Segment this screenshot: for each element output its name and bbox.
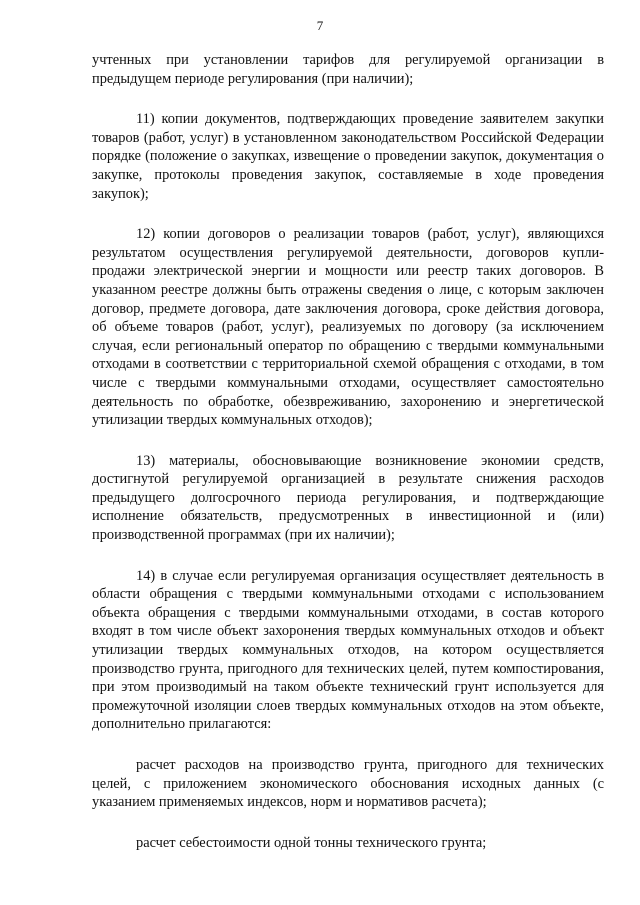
paragraph-item-11: 11) копии документов, подтверждающих проведение заявителем закупки товаров (работ, услуг) в установленном законодательством Российской Федерации порядке (положение о закупках, извещение о проведении закупок, документация о закупке, протоколы проведения закупок, составляемые в ходе проведения закупок); (92, 111, 604, 202)
paragraph-subitem-1: расчет расходов на производство грунта, пригодного для технических целей, с приложением экономического обоснования исходных данных (с указанием применяемых индексов, норм и нормативов расчета); (92, 757, 604, 811)
document-body (92, 51, 604, 852)
paragraph-item-12: 12) копии договоров о реализации товаров (работ, услуг), являющихся результатом осуществления регулируемой деятельности, договоров купли-продажи электрической энергии и мощности или реестр таких договоров. В указанном реестре должны быть отражены сведения о лице, с которым заключен договор, предмете договора, дате заключения договора, сроке действия договора, об объеме товаров (работ, услуг), реализуемых по договору (за исключением случая, если региональный оператор по обращению с твердыми коммунальными отходами в соответствии с территориальной схемой обращения с отходами, в том числе с твердыми коммунальными отходами, осуществляет самостоятельно деятельность по обработке, обезвреживанию, захоронению и энергетической утилизации твердых коммунальных отходов); (92, 226, 604, 429)
paragraph-subitem-2: расчет себестоимости одной тонны технического грунта; (136, 834, 487, 851)
paragraph-item-13: 13) материалы, обосновывающие возникновение экономии средств, достигнутой регулируемой организацией в результате снижения расходов предыдущего долгосрочного периода регулирования, и подтверждающие исполнение обязательств, предусмотренных в инвестиционной и (или) производственной программах (при их наличии); (92, 452, 604, 544)
paragraph-item-14: 14) в случае если регулируемая организация осуществляет деятельность в области обращения с твердыми коммунальными отходами с использованием объекта обращения с твердыми коммунальными отходами, в состав которого входят в том числе объект захоронения твердых коммунальных отходов и объект утилизации твердых коммунальных отходов, на котором осуществляется производство грунта, пригодного для технических целей, путем компостирования, при этом производимый на таком объекте технический грунт используется для промежуточной изоляции слоев твердых коммунальных отходов на этом объекте, дополнительно прилагаются: (92, 567, 604, 733)
paragraph-continuation: учтенных при установлении тарифов для регулируемой организации в предыдущем периоде регулирования (при наличии); (92, 52, 604, 87)
page-number: 7 (316, 18, 324, 33)
